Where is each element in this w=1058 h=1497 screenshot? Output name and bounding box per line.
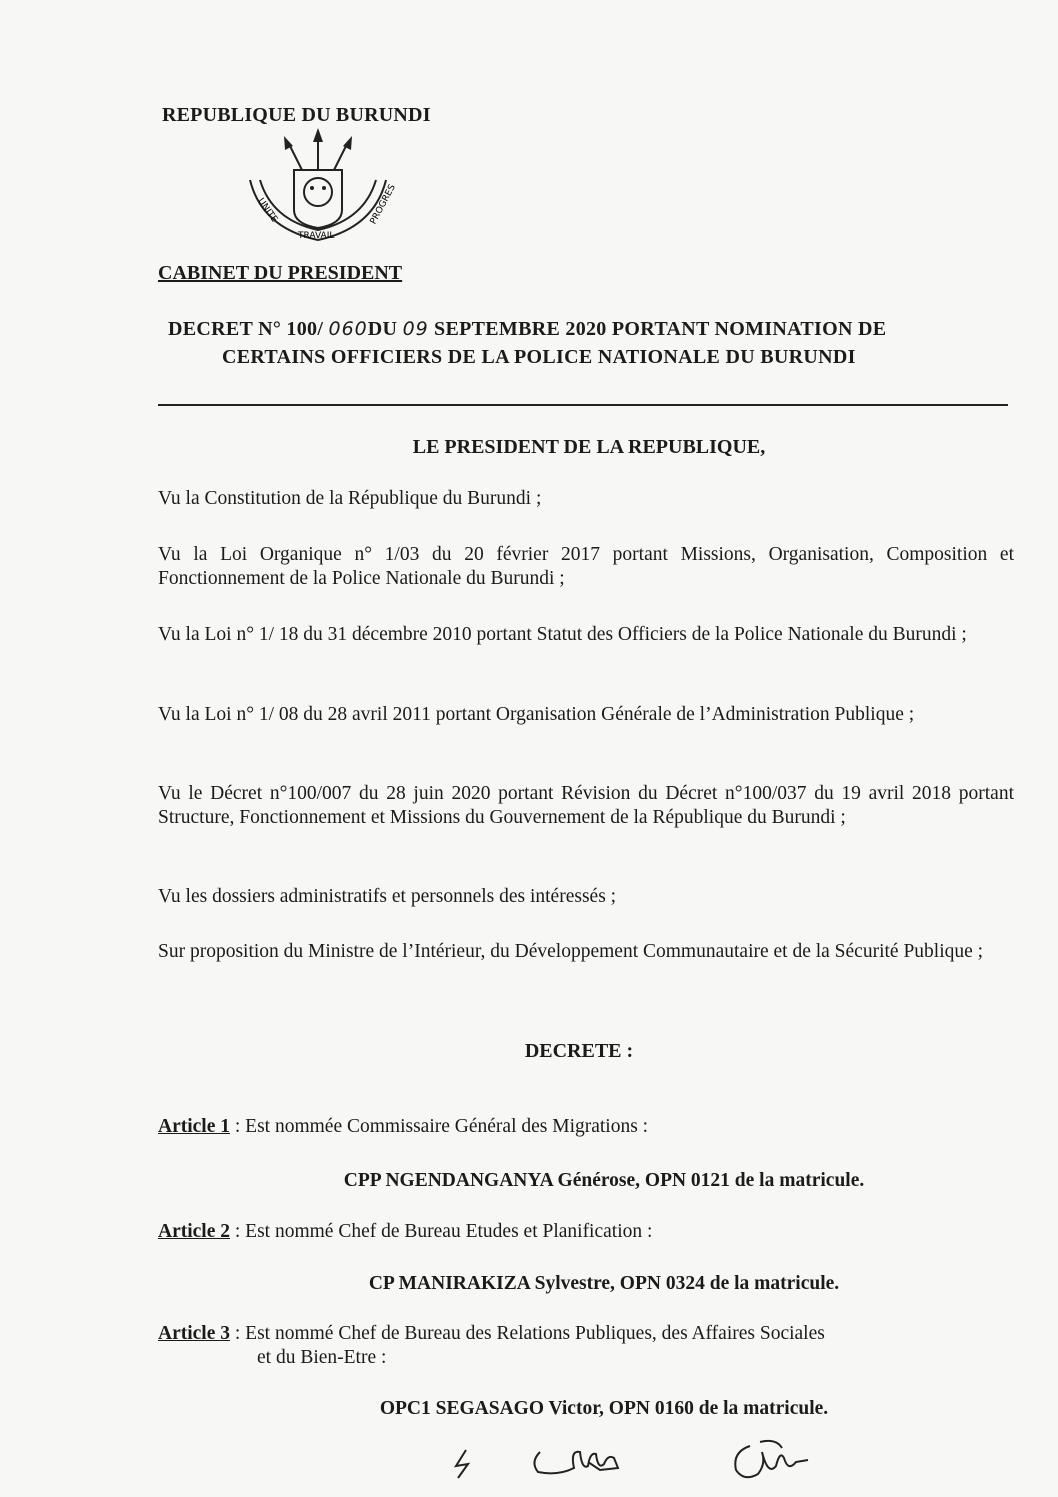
decree-number-handwritten: 060: [328, 318, 368, 340]
initial-mark: [448, 1448, 478, 1482]
decree-day-handwritten: 09: [402, 318, 429, 340]
decree-title-suffix: SEPTEMBRE 2020 PORTANT NOMINATION DE: [428, 318, 887, 340]
article-1-label: Article 1: [158, 1116, 231, 1137]
article-2: [158, 1220, 978, 1244]
signature-initials-1: [528, 1442, 624, 1482]
article-3-nominee: OPC1 SEGASAGO Victor, OPN 0160 de la matricule.: [379, 1398, 829, 1419]
signature-initials-2: [722, 1436, 812, 1488]
consideration-public-administration: Vu la Loi n° 1/ 08 du 28 avril 2011 portant Organisation Générale de l’Administration Publique ;: [158, 704, 915, 725]
coat-of-arms-emblem: [242, 128, 398, 246]
article-2-label: Article 2: [158, 1221, 231, 1242]
article-3: [158, 1322, 978, 1370]
decree-title-line1: [168, 318, 886, 341]
title-divider: [158, 404, 1008, 406]
emblem-motto-progres: PROGRES: [368, 183, 398, 227]
decree-title-line2: CERTAINS OFFICIERS DE LA POLICE NATIONALE DU BURUNDI: [222, 346, 856, 368]
preamble-heading: LE PRESIDENT DE LA REPUBLIQUE,: [412, 436, 766, 458]
country-name: REPUBLIQUE DU BURUNDI: [162, 104, 431, 126]
article-3-text: : Est nommé Chef de Bureau des Relations Publiques, des Affaires Sociales: [230, 1323, 825, 1344]
consideration-files: Vu les dossiers administratifs et personnels des intéressés ;: [158, 886, 617, 907]
article-2-nominee: CP MANIRAKIZA Sylvestre, OPN 0324 de la matricule.: [368, 1273, 840, 1294]
consideration-proposal: Sur proposition du Ministre de l’Intérieur, du Développement Communautaire et de la Sécurité Publique ;: [158, 941, 984, 962]
emblem-motto-travail: TRAVAIL: [298, 231, 335, 241]
emblem-motto-unite: UNITE: [255, 196, 280, 225]
office-name: CABINET DU PRESIDENT: [158, 262, 403, 284]
article-2-text: : Est nommé Chef de Bureau Etudes et Planification :: [230, 1221, 653, 1242]
article-3-label: Article 3: [158, 1323, 231, 1344]
consideration-officers-statute: Vu la Loi n° 1/ 18 du 31 décembre 2010 portant Statut des Officiers de la Police Nationale du Burundi ;: [158, 624, 967, 645]
decree-title-du: DU: [367, 318, 403, 340]
article-1: [158, 1115, 978, 1139]
decree-heading: DECRETE :: [524, 1040, 634, 1062]
article-1-nominee: CPP NGENDANGANYA Générose, OPN 0121 de la matricule.: [343, 1170, 865, 1191]
consideration-organic-law: Vu la Loi Organique n° 1/03 du 20 février 2017 portant Missions, Organisation, Composition et Fonctionnement de la Police Nationale du Burundi ;: [158, 544, 1014, 589]
article-1-text: : Est nommée Commissaire Général des Migrations :: [230, 1116, 649, 1137]
consideration-government-decree: Vu le Décret n°100/007 du 28 juin 2020 portant Révision du Décret n°100/037 du 19 avril 2018 portant Structure, Fonctionnement et Missions du Gouvernement de la République du Burundi ;: [158, 783, 1014, 828]
decree-title-prefix: DECRET N° 100/: [168, 318, 329, 340]
article-3-text-continued: et du Bien-Etre :: [257, 1347, 387, 1368]
consideration-constitution: Vu la Constitution de la République du Burundi ;: [158, 488, 542, 509]
